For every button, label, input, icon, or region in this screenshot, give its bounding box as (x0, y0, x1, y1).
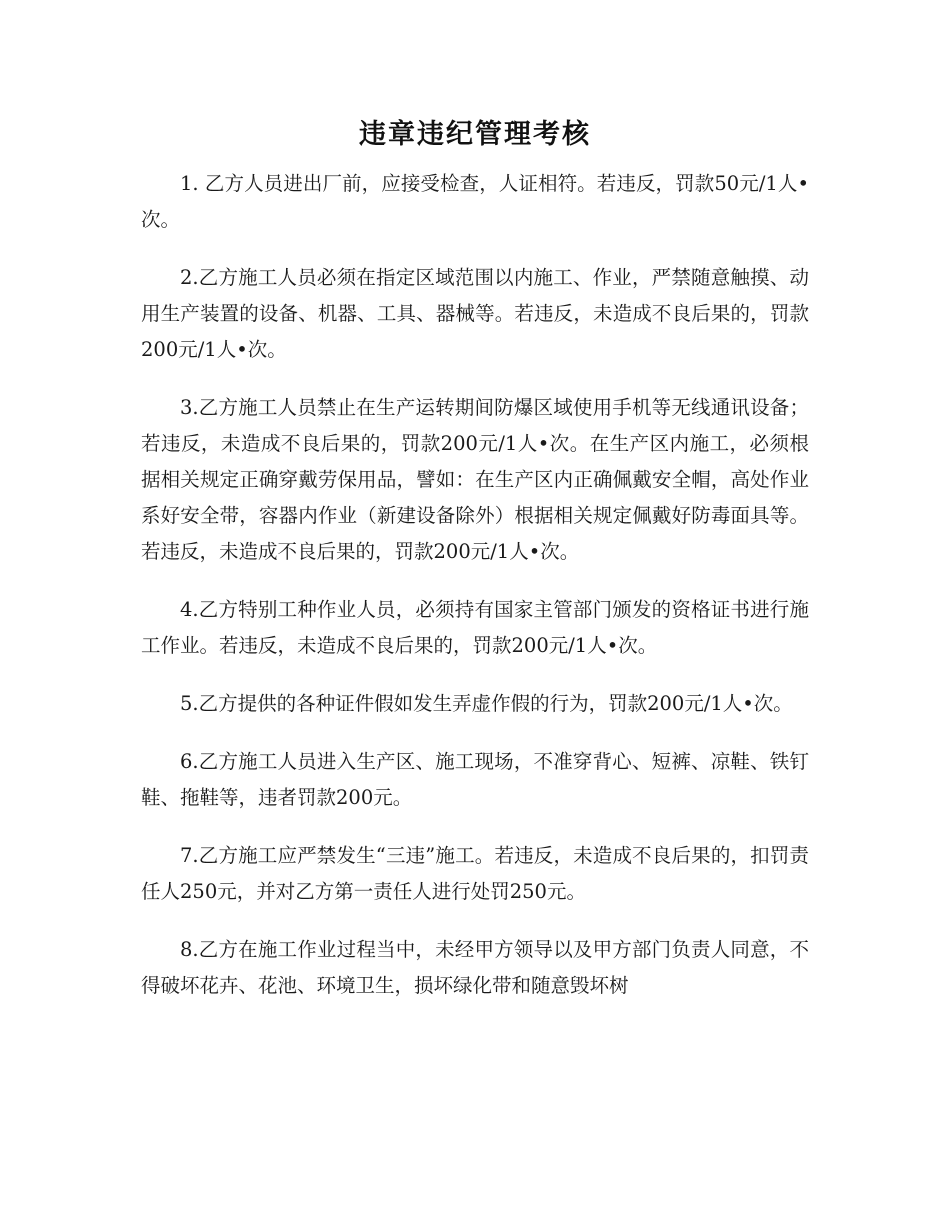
paragraph-4: 4.乙方特别工种作业人员，必须持有国家主管部门颁发的资格证书进行施工作业。若违反，未造成不良后果的，罚款200元/1人•次。 (141, 598, 809, 657)
paragraph-2: 2.乙方施工人员必须在指定区域范围以内施工、作业，严禁随意触摸、动用生产装置的设备、机器、工具、器械等。若违反，未造成不良后果的，罚款200元/1人•次。 (141, 266, 809, 361)
paragraph-8: 8.乙方在施工作业过程当中，未经甲方领导以及甲方部门负责人同意，不得破坏花卉、花池、环境卫生，损坏绿化带和随意毁坏树 (141, 938, 809, 997)
paragraph-7: 7.乙方施工应严禁发生“三违”施工。若违反，未造成不良后果的，扣罚责任人250元，并对乙方第一责任人进行处罚250元。 (141, 844, 809, 903)
document-title: 违章违纪管理考核 (359, 119, 591, 150)
paragraph-3: 3.乙方施工人员禁止在生产运转期间防爆区域使用手机等无线通讯设备；若违反，未造成不良后果的，罚款200元/1人•次。在生产区内施工，必须根据相关规定正确穿戴劳保用品，譬如：在生产区内正确佩戴安全帽，高处作业系好安全带，容器内作业（新建设备除外）根据相关规定佩戴好防毒面具等。若违反，未造成不良后果的，罚款200元/1人•次。 (141, 396, 809, 563)
paragraph-6: 6.乙方施工人员进入生产区、施工现场，不准穿背心、短裤、凉鞋、铁钉鞋、拖鞋等，违者罚款200元。 (141, 750, 809, 809)
paragraph-1: 1. 乙方人员进出厂前，应接受检查，人证相符。若违反，罚款50元/1人•次。 (141, 172, 809, 231)
paragraph-5: 5.乙方提供的各种证件假如发生弄虚作假的行为，罚款200元/1人•次。 (180, 692, 793, 715)
document-body (141, 166, 809, 1026)
